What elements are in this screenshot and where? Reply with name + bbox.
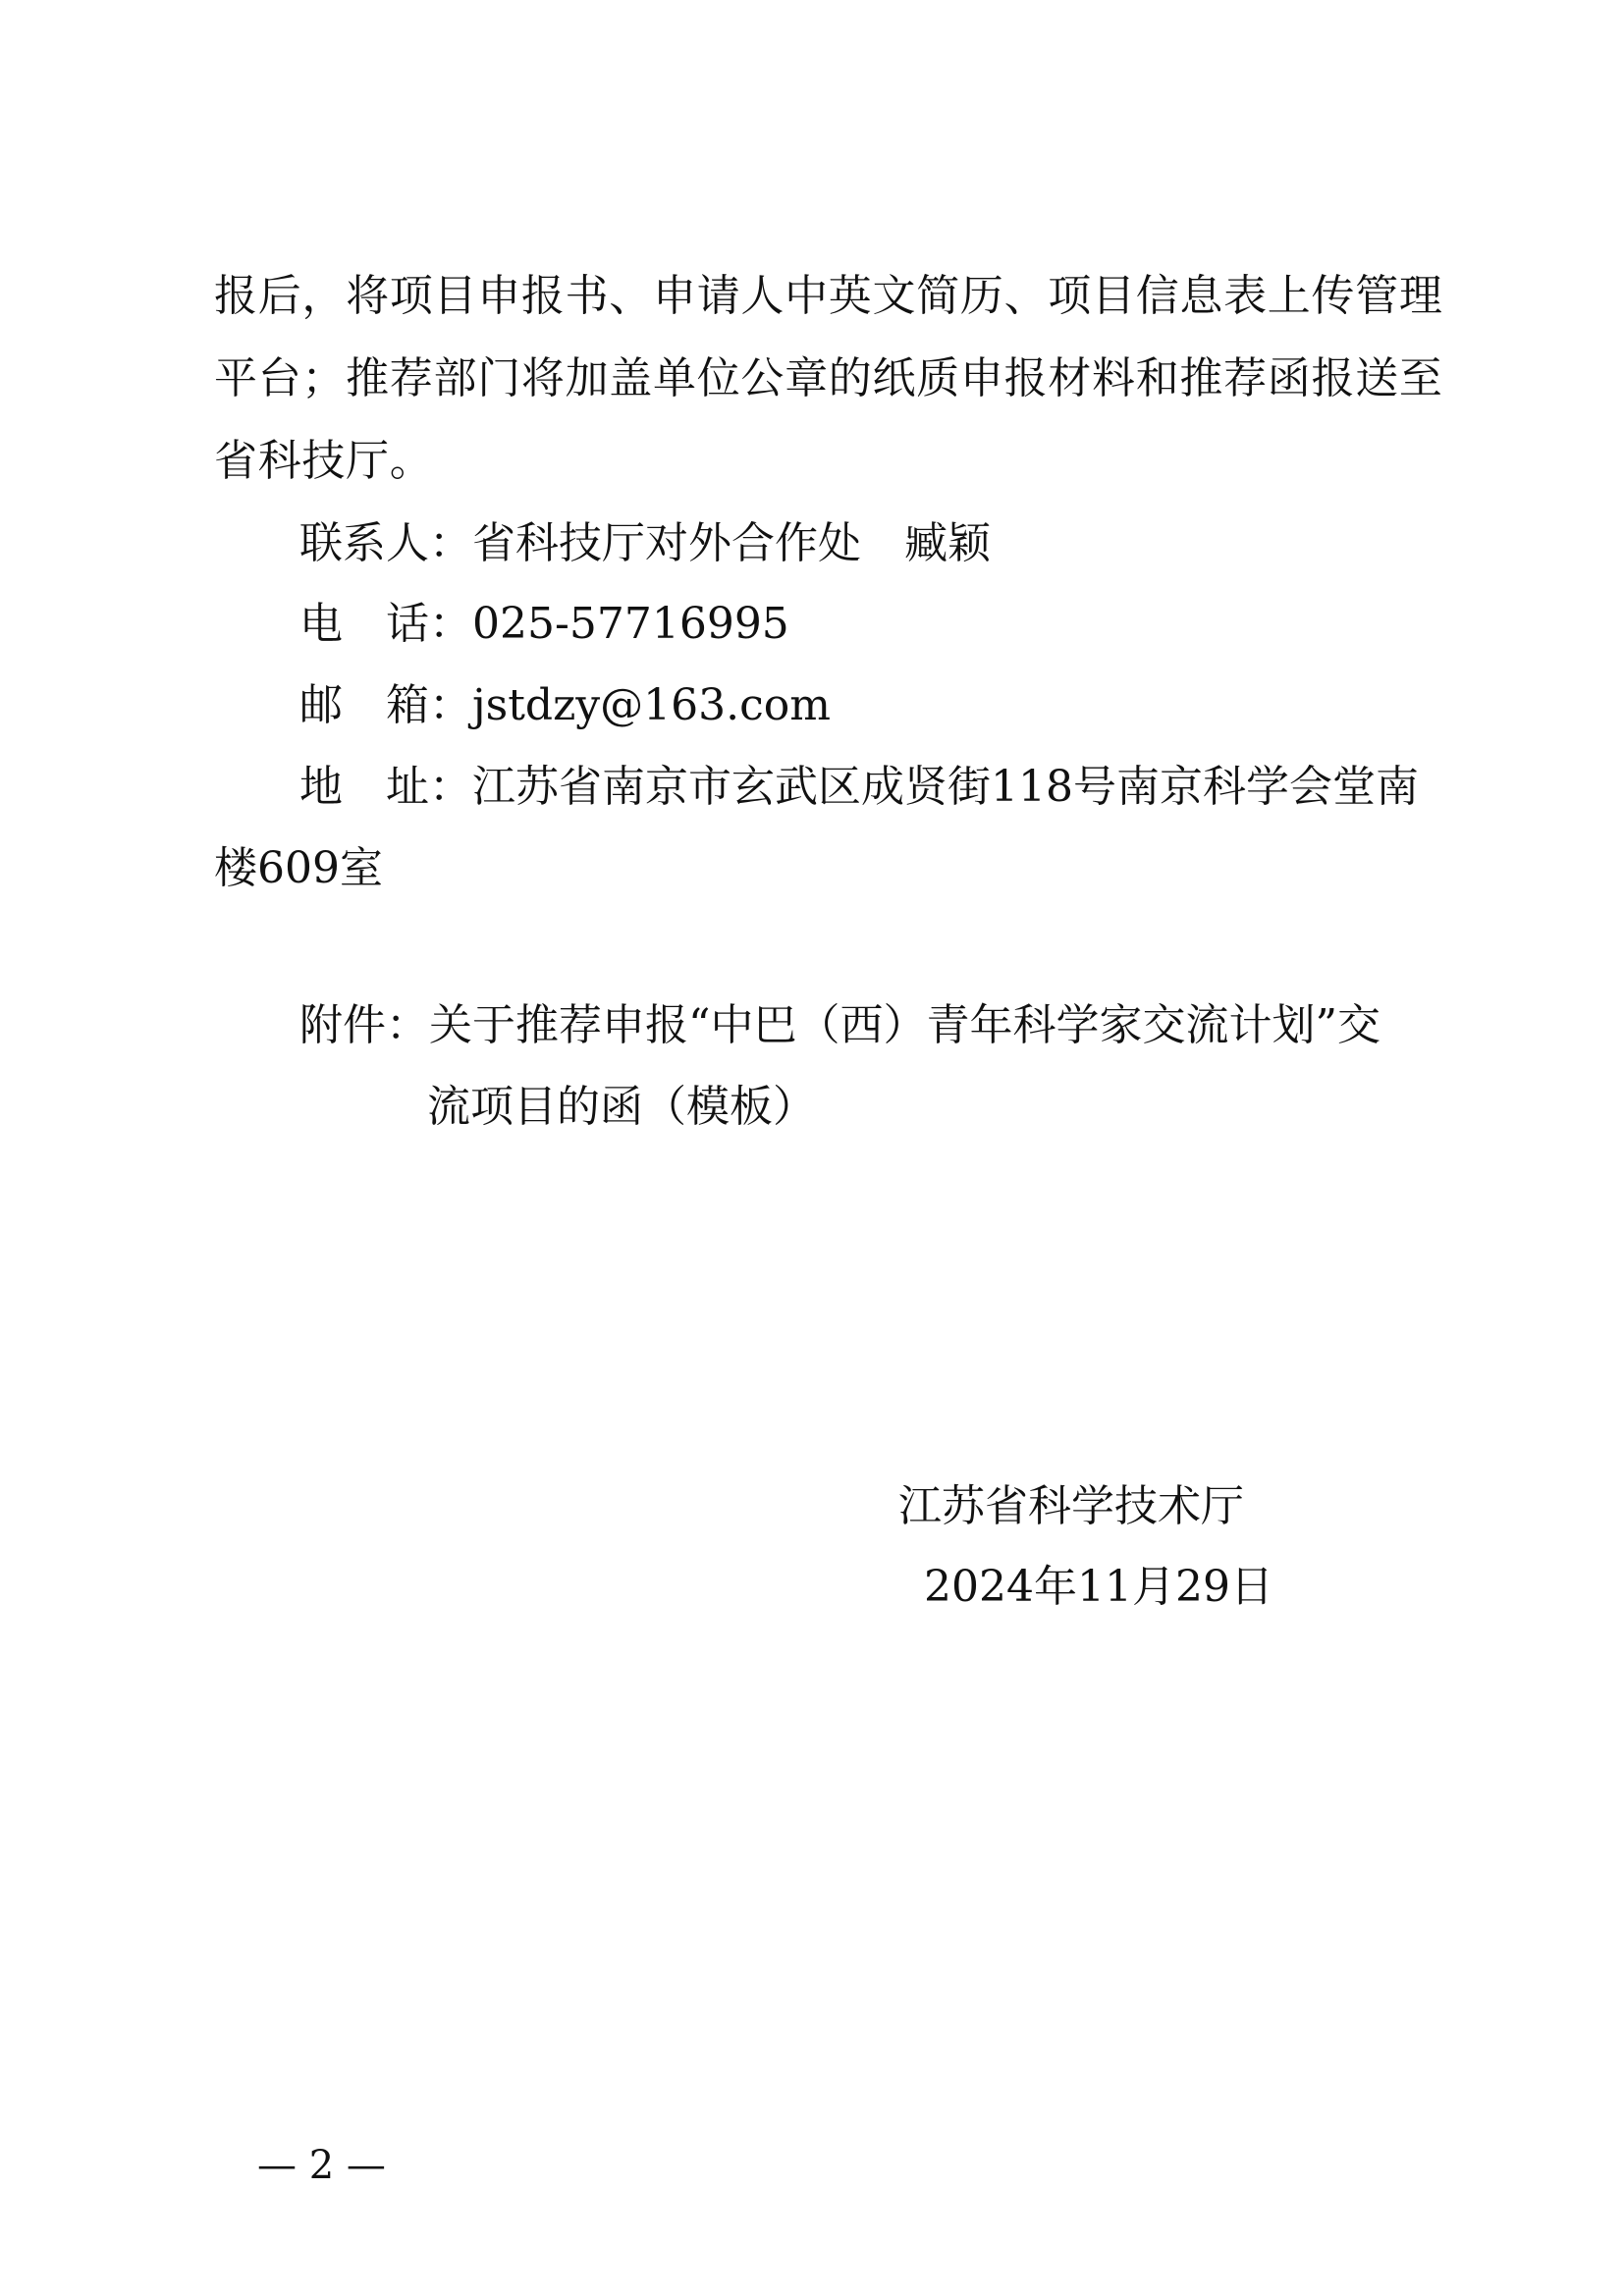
body-paragraph-line-1: 报后，将项目申报书、申请人中英文简历、项目信息表上传管理 xyxy=(214,271,1443,321)
contact-phone: 电 话：025-57716995 xyxy=(299,599,789,649)
contact-address-line-2: 楼609室 xyxy=(214,843,383,893)
signature-organization: 江苏省科学技术厅 xyxy=(898,1481,1244,1531)
signature-date: 2024年11月29日 xyxy=(924,1562,1273,1612)
attachment-line-1: 附件：关于推荐申报“中巴（西）青年科学家交流计划”交 xyxy=(299,1000,1380,1050)
page-number: — 2 — xyxy=(257,2143,386,2188)
contact-person: 联系人：省科技厅对外合作处 臧颖 xyxy=(299,518,991,568)
attachment-line-2: 流项目的函（模板） xyxy=(427,1082,816,1132)
contact-address-line-1: 地 址：江苏省南京市玄武区成贤街118号南京科学会堂南 xyxy=(299,762,1419,812)
contact-email: 邮 箱：jstdzy@163.com xyxy=(299,680,831,730)
body-paragraph-line-2: 平台；推荐部门将加盖单位公章的纸质申报材料和推荐函报送至 xyxy=(214,353,1443,403)
body-paragraph-line-3: 省科技厅。 xyxy=(214,436,434,486)
